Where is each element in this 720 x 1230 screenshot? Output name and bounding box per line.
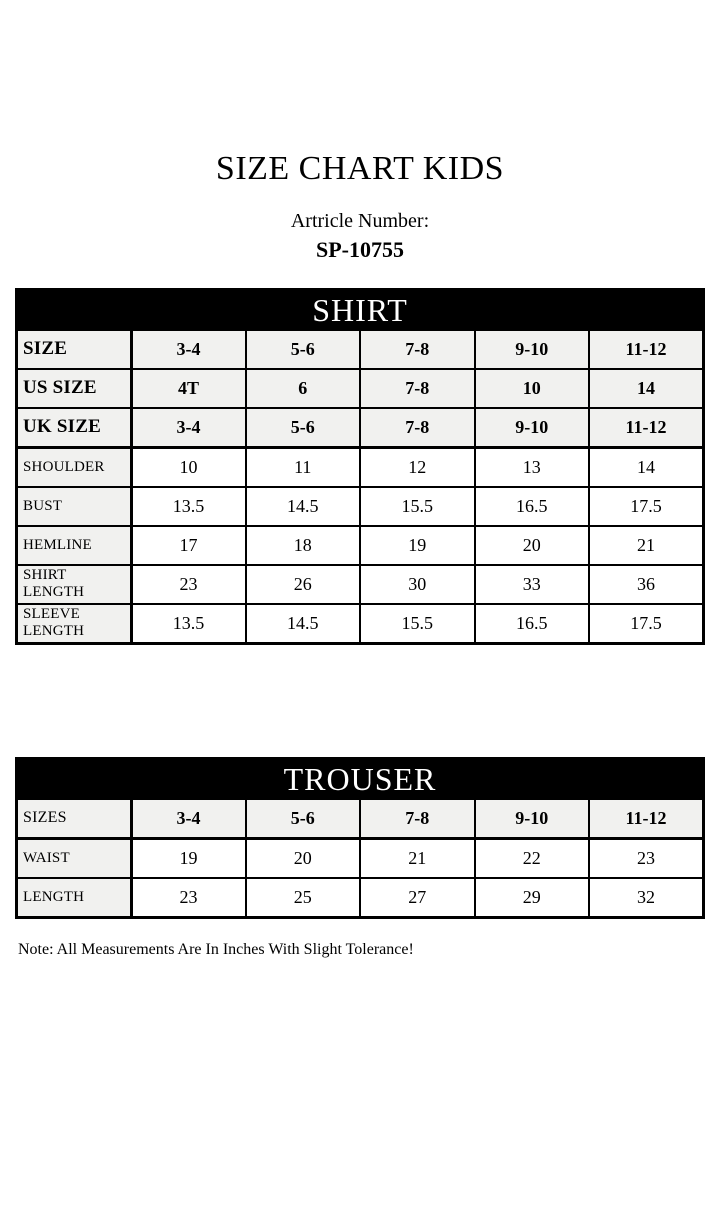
trouser-table-body	[17, 799, 704, 918]
table-row	[17, 878, 704, 918]
value-cell: 19	[360, 526, 475, 565]
value-cell: 13	[475, 447, 590, 487]
shirt-table-header-row	[17, 289, 704, 330]
article-number-value: SP-10755	[316, 237, 404, 263]
trouser-size-table	[15, 757, 705, 919]
value-cell: 17	[131, 526, 246, 565]
value-cell: 3-4	[131, 799, 246, 839]
value-cell: 7-8	[360, 799, 475, 839]
shirt-size-table	[15, 288, 705, 645]
measurement-note: Note: All Measurements Are In Inches With Slight Tolerance!	[18, 940, 414, 958]
value-cell: 14	[589, 369, 704, 408]
value-cell: 5-6	[246, 408, 361, 448]
value-cell: 23	[131, 565, 246, 604]
table-row	[17, 526, 704, 565]
value-cell: 14.5	[246, 487, 361, 526]
table-row	[17, 487, 704, 526]
row-label-cell: SHOULDER	[17, 447, 132, 487]
row-label-cell: SLEEVE LENGTH	[17, 604, 132, 644]
shirt-table-body	[17, 330, 704, 644]
value-cell: 16.5	[475, 604, 590, 644]
value-cell: 18	[246, 526, 361, 565]
value-cell: 9-10	[475, 799, 590, 839]
value-cell: 5-6	[246, 330, 361, 369]
row-label-cell: HEMLINE	[17, 526, 132, 565]
value-cell: 23	[589, 838, 704, 878]
value-cell: 22	[475, 838, 590, 878]
row-label-cell: LENGTH	[17, 878, 132, 918]
article-number-label: Artricle Number:	[290, 210, 430, 233]
value-cell: 21	[589, 526, 704, 565]
value-cell: 20	[246, 838, 361, 878]
table-row	[17, 408, 704, 448]
value-cell: 23	[131, 878, 246, 918]
value-cell: 14.5	[246, 604, 361, 644]
value-cell: 3-4	[131, 330, 246, 369]
trouser-table-title: TROUSER	[17, 758, 704, 799]
value-cell: 15.5	[360, 604, 475, 644]
row-label-cell: WAIST	[17, 838, 132, 878]
row-label-cell: SIZE	[17, 330, 132, 369]
page-title: SIZE CHART KIDS	[215, 150, 505, 187]
row-label-cell: SIZES	[17, 799, 132, 839]
value-cell: 11-12	[589, 408, 704, 448]
value-cell: 9-10	[475, 330, 590, 369]
value-cell: 17.5	[589, 487, 704, 526]
value-cell: 6	[246, 369, 361, 408]
value-cell: 11-12	[589, 799, 704, 839]
value-cell: 25	[246, 878, 361, 918]
table-row	[17, 330, 704, 369]
value-cell: 11-12	[589, 330, 704, 369]
value-cell: 32	[589, 878, 704, 918]
table-row	[17, 838, 704, 878]
value-cell: 16.5	[475, 487, 590, 526]
value-cell: 15.5	[360, 487, 475, 526]
value-cell: 10	[475, 369, 590, 408]
value-cell: 33	[475, 565, 590, 604]
row-label-cell: UK SIZE	[17, 408, 132, 448]
table-row	[17, 604, 704, 644]
size-chart-document	[0, 150, 720, 959]
row-label-cell: US SIZE	[17, 369, 132, 408]
value-cell: 3-4	[131, 408, 246, 448]
value-cell: 12	[360, 447, 475, 487]
value-cell: 7-8	[360, 330, 475, 369]
value-cell: 30	[360, 565, 475, 604]
value-cell: 9-10	[475, 408, 590, 448]
table-row	[17, 565, 704, 604]
value-cell: 14	[589, 447, 704, 487]
value-cell: 5-6	[246, 799, 361, 839]
value-cell: 29	[475, 878, 590, 918]
table-row	[17, 447, 704, 487]
value-cell: 4T	[131, 369, 246, 408]
value-cell: 19	[131, 838, 246, 878]
row-label-cell: SHIRT LENGTH	[17, 565, 132, 604]
value-cell: 10	[131, 447, 246, 487]
row-label-cell: BUST	[17, 487, 132, 526]
value-cell: 13.5	[131, 604, 246, 644]
value-cell: 17.5	[589, 604, 704, 644]
table-row	[17, 799, 704, 839]
value-cell: 7-8	[360, 369, 475, 408]
value-cell: 20	[475, 526, 590, 565]
value-cell: 11	[246, 447, 361, 487]
value-cell: 26	[246, 565, 361, 604]
table-row	[17, 369, 704, 408]
value-cell: 7-8	[360, 408, 475, 448]
value-cell: 13.5	[131, 487, 246, 526]
value-cell: 27	[360, 878, 475, 918]
trouser-table-header-row	[17, 758, 704, 799]
shirt-table-title: SHIRT	[17, 289, 704, 330]
value-cell: 21	[360, 838, 475, 878]
value-cell: 36	[589, 565, 704, 604]
